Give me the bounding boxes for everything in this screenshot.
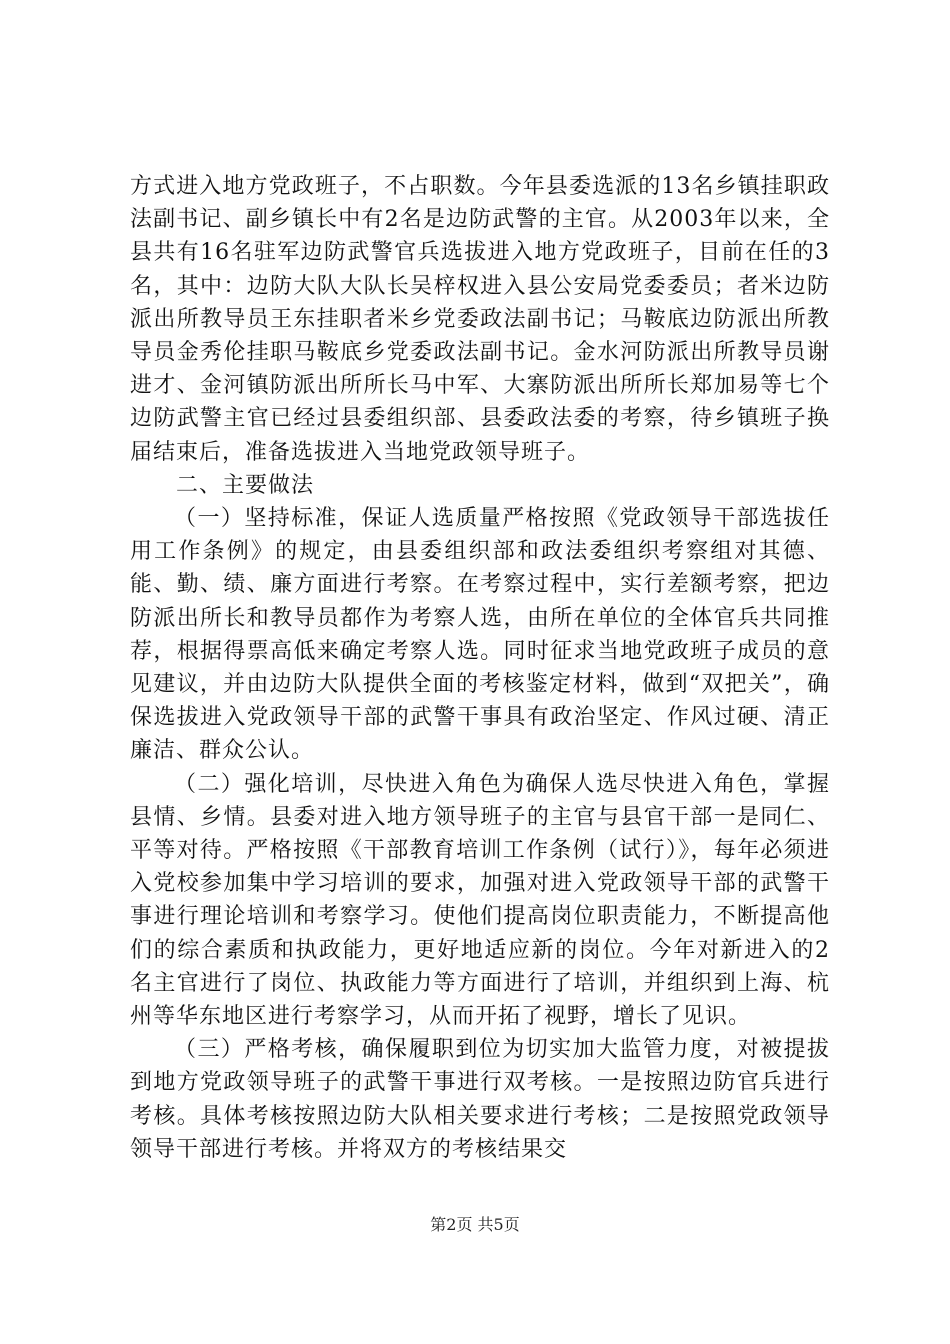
- paragraph-background: 方式进入地方党政班子，不占职数。今年县委选派的13名乡镇挂职政法副书记、副乡镇长中有2名是边防武警的主官。从2003年以来，全县共有16名驻军边防武警官兵选拔进入地方党政班子，目前在任的3名，其中：边防大队大队长吴梓权进入县公安局党委委员；者米边防派出所教导员王东挂职者米乡党委政法副书记；马鞍底边防派出所教导员金秀伦挂职马鞍底乡党委政法副书记。金水河防派出所教导员谢进才、金河镇防派出所所长马中军、大寨防派出所所长郑加易等七个边防武警主官已经过县委组织部、县委政法委的考察，待乡镇班子换届结束后，准备选拔进入当地党政领导班子。: [130, 174, 830, 465]
- document-body: [130, 170, 830, 1166]
- paragraph-standards: （一）坚持标准，保证人选质量严格按照《党政领导干部选拔任用工作条例》的规定，由县委组织部和政法委组织考察组对其德、能、勤、绩、廉方面进行考察。在考察过程中，实行差额考察，把边防派出所长和教导员都作为考察人选，由所在单位的全体官兵共同推荐，根据得票高低来确定考察人选。同时征求当地党政班子成员的意见建议，并由边防大队提供全面的考核鉴定材料，做到“双把关”，确保选拔进入党政领导干部的武警干事具有政治坚定、作风过硬、清正廉洁、群众公认。: [130, 506, 830, 764]
- section-heading-main-practices: 二、主要做法: [176, 472, 315, 498]
- paragraph-training: （二）强化培训，尽快进入角色为确保人选尽快进入角色，掌握县情、乡情。县委对进入地方领导班子的主官与县官干部一是同仁、平等对待。严格按照《干部教育培训工作条例（试行）》，每年必须进入党校参加集中学习培训的要求，加强对进入党政领导干部的武警干事进行理论培训和考察学习。使他们提高岗位职责能力，不断提高他们的综合素质和执政能力，更好地适应新的岗位。今年对新进入的2名主官进行了岗位、执政能力等方面进行了培训，并组织到上海、杭州等华东地区进行考察学习，从而开拓了视野，增长了见识。: [130, 771, 830, 1030]
- page-number-footer: 第2页 共5页: [430, 1215, 520, 1234]
- paragraph-assessment: （三）严格考核，确保履职到位为切实加大监管力度，对被提拔到地方党政领导班子的武警干事进行双考核。一是按照边防官兵进行考核。具体考核按照边防大队相关要求进行考核；二是按照党政领导领导干部进行考核。并将双方的考核结果交: [130, 1037, 830, 1162]
